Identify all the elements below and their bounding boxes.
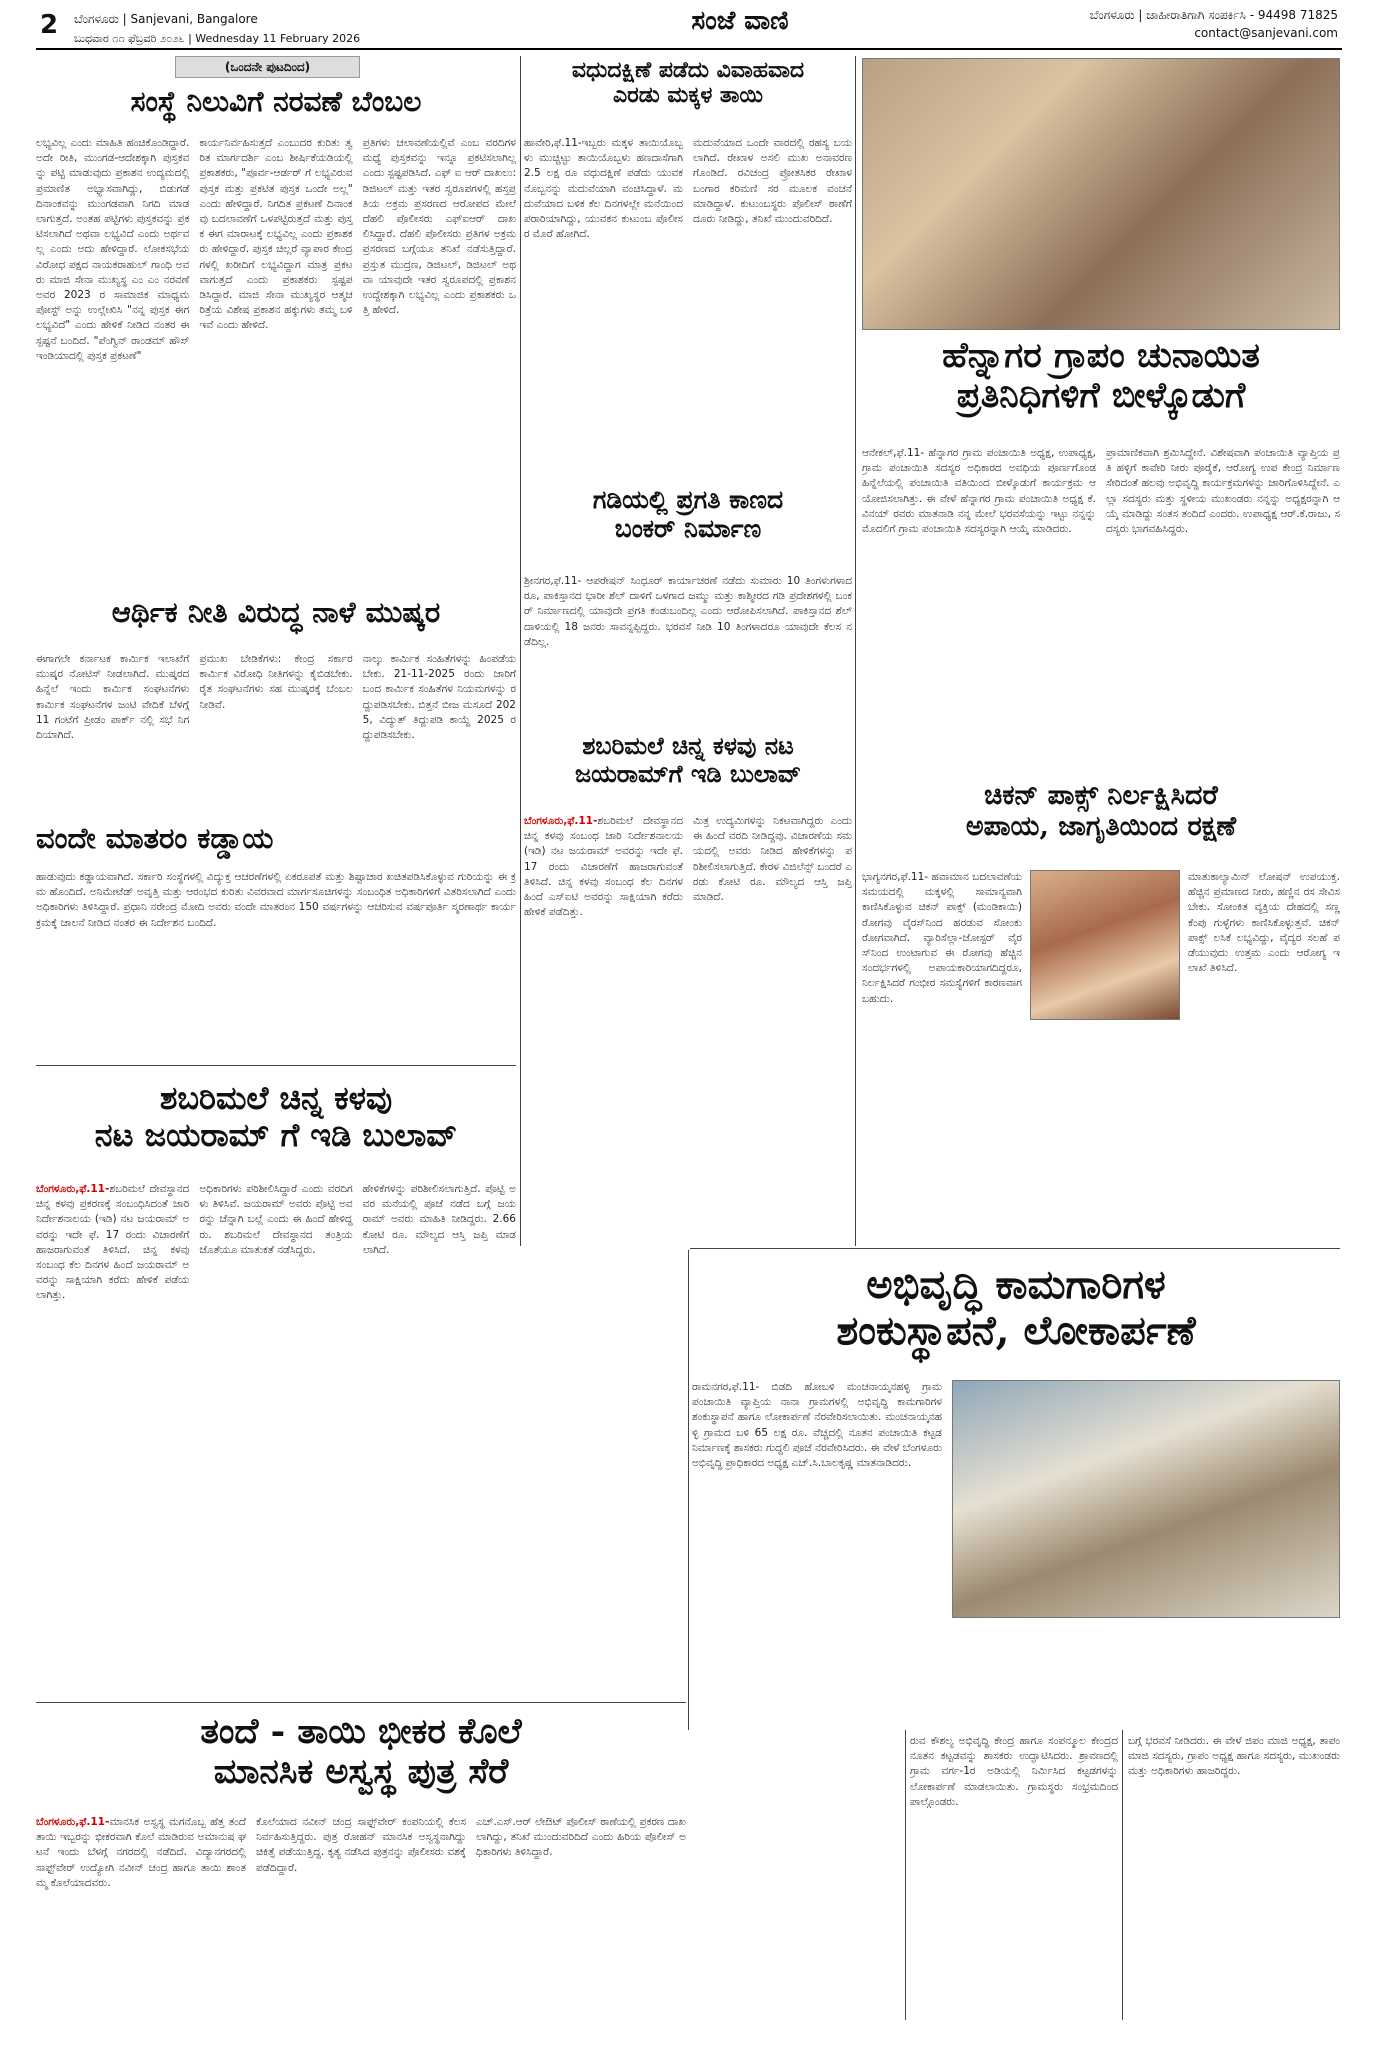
column-rule	[855, 56, 856, 1246]
a8-col-2: ಪ್ರಾಮಾಣಿಕವಾಗಿ ಶ್ರಮಿಸಿದ್ದೇನೆ. ವಿಶೇಷವಾಗಿ ಪಂಚಾಯಿತಿ ವ್ಯಾಪ್ತಿಯ ಪ್ರತಿ ಹಳ್ಳಿಗೆ ಕಾವೇರಿ ನೀರು ಪೂರೈಕೆ, ಆರೋಗ್ಯ ಉಪ ಕೇಂದ್ರ ನಿರ್ಮಾಣ ಸೇರಿದಂತೆ ಹಲವು ಅಭಿವೃದ್ಧಿ ಕಾರ್ಯಕ್ರಮಗಳನ್ನು ಜಾರಿಗೊಳಿಸಿದ್ದೇನೆ. ಎಲ್ಲಾ ಸದಸ್ಯರು ಮತ್ತು ಸ್ಥಳೀಯ ಮುಖಂಡರು ನನ್ನನ್ನು ಅಧ್ಯಕ್ಷರನ್ನಾಗಿ ಆಯ್ಕೆ ಮಾಡಿದ್ದು ಸಂತಸ ತಂದಿದೆ ಎಂದರು. ಉಪಾಧ್ಯಕ್ಷ ಆರ್.ಕೆ.ರಾಜು, ಸದಸ್ಯರು ಭಾಗವಹಿಸಿದ್ದರು.	[1106, 447, 1340, 536]
a8-body	[862, 446, 1340, 764]
a5-headline: ವಧುದಕ್ಷಿಣೆ ಪಡೆದು ವಿವಾಹವಾದ ಎರಡು ಮಕ್ಕಳ ತಾಯಿ	[571, 58, 805, 109]
a6-body: ಶ್ರೀನಗರ,ಫೆ.11- ಆಪರೇಷನ್ ಸಿಂಧೂರ್ ಕಾರ್ಯಾಚರಣೆ ನಡೆದು ಸುಮಾರು 10 ತಿಂಗಳುಗಳಾದರೂ, ಪಾಕಿಸ್ತಾನದ ಭಾರೀ ಶೆಲ್ ದಾಳಿಗೆ ಒಳಗಾದ ಜಮ್ಮು ಮತ್ತು ಕಾಶ್ಮೀರದ ಗಡಿ ಪ್ರದೇಶಗಳಲ್ಲಿ ಬಂಕರ್ ನಿರ್ಮಾಣದಲ್ಲಿ ಯಾವುದೇ ಪ್ರಗತಿ ಕಂಡುಬಂದಿಲ್ಲ ಎಂದು ಆರೋಪಿಸಲಾಗಿದೆ. ಪಾಕಿಸ್ತಾನದ ಶೆಲ್ ದಾಳಿಯಲ್ಲಿ 18 ಜನರು ಸಾವನ್ನಪ್ಪಿದ್ದರು. ಭರವಸೆ ನೀಡಿ 10 ತಿಂಗಳಾದರೂ ಯಾವುದೇ ಕೆಲಸ ನಡೆದಿಲ್ಲ.	[524, 575, 852, 648]
header-left	[40, 8, 560, 48]
a2-col-3: ನಾಲ್ಕು ಕಾರ್ಮಿಕ ಸಂಹಿತೆಗಳನ್ನು ಹಿಂಪಡೆಯಬೇಕು. 21-11-2025 ರಂದು ಜಾರಿಗೆ ಬಂದ ಕಾರ್ಮಿಕ ಸಂಹಿತೆಗಳ ನಿಯಮಗಳನ್ನು ರದ್ದುಪಡಿಸಬೇಕು. ಬಿತ್ತನೆ ಬೀಜ ಮಸೂದೆ 2025, ವಿದ್ಯುತ್ ತಿದ್ದುಪಡಿ ಕಾಯ್ದೆ 2025 ರದ್ದುಪಡಿಸಬೇಕು.	[362, 653, 516, 742]
edition-line: ಬೆಂಗಳೂರು | ಜಾಹೀರಾತಿಗಾಗಿ ಸಂಪರ್ಕಿಸಿ - 94498 71825	[1089, 8, 1338, 22]
a9-headline: ಚಿಕನ್ ಪಾಕ್ಸ್ ನಿರ್ಲಕ್ಷಿಸಿದರೆ ಅಪಾಯ, ಜಾಗೃತಿಯಿಂದ ರಕ್ಷಣೆ	[965, 780, 1237, 843]
a11-headline: ತಂದೆ - ತಾಯಿ ಭೀಕರ ಕೊಲೆ ಮಾನಸಿಕ ಅಸ್ವಸ್ಥ ಪುತ್ರ ಸೆರೆ	[200, 1712, 522, 1793]
section-rule	[36, 1065, 516, 1066]
section-rule	[690, 1248, 1340, 1249]
a7-dateline: ಬೆಂಗಳೂರು,ಫೆ.11-	[524, 815, 598, 827]
a8-col-1: ಆನೇಕಲ್,ಫೆ.11- ಹೆನ್ನಾಗರ ಗ್ರಾಮ ಪಂಚಾಯಿತಿ ಅಧ್ಯಕ್ಷ, ಉಪಾಧ್ಯಕ್ಷ, ಗ್ರಾಮ ಪಂಚಾಯಿತಿ ಸದಸ್ಯರ ಅಧಿಕಾರದ ಅವಧಿಯ ಪೂರ್ಣಗೊಂಡ ಹಿನ್ನೆಲೆಯಲ್ಲಿ ಪಂಚಾಯಿತಿ ವತಿಯಿಂದ ಬೀಳ್ಕೊಡುಗೆ ಕಾರ್ಯಕ್ರಮ ಆಯೋಜಿಸಲಾಗಿತ್ತು. ಈ ವೇಳೆ ಹೆನ್ನಾಗರ ಗ್ರಾಮ ಪಂಚಾಯಿತಿ ಅಧ್ಯಕ್ಷ ಕೆ.ವಿನಯ್ ರವರು ಮಾತನಾಡಿ ನನ್ನ ಮೇಲೆ ಭರವಸೆಯನ್ನು ಇಟ್ಟು ನನ್ನನ್ನು ಮೊದಲಿಗೆ ಗ್ರಾಮ ಪಂಚಾಯಿತಿ ಸದಸ್ಯರನ್ನಾಗಿ ಆಯ್ಕೆ ಮಾಡಿದರು.	[862, 447, 1096, 536]
group-photo	[862, 58, 1340, 330]
a2-col-2: ಪ್ರಮುಖ ಬೇಡಿಕೆಗಳು: ಕೇಂದ್ರ ಸರ್ಕಾರ ಕಾರ್ಮಿಕ ವಿರೋಧಿ ನೀತಿಗಳನ್ನು ಕೈಬಿಡಬೇಕು. ರೈತ ಸಂಘಟನೆಗಳು ಸಹ ಮುಷ್ಕರಕ್ಕೆ ಬೆಂಬಲ ನೀಡಿವೆ.	[199, 653, 353, 711]
a4-dateline: ಬೆಂಗಳೂರು,ಫೆ.11-	[36, 1183, 110, 1195]
column-rule	[905, 1730, 906, 2020]
a11-col-1: ಬೆಂಗಳೂರು,ಫೆ.11-ಮಾನಸಿಕ ಅಸ್ವಸ್ಥ ಮಗನೊಬ್ಬ ಹೆತ್ತ ತಂದೆ ತಾಯಿ ಇಬ್ಬರನ್ನು ಭೀಕರವಾಗಿ ಕೊಲೆ ಮಾಡಿರುವ ಅಮಾನುಷ ಘಟನೆ ಇಂದು ಬೆಳಗ್ಗೆ ನಗರದಲ್ಲಿ ನಡೆದಿದೆ. ವಿದ್ಯಾನಗರದಲ್ಲಿ ಸಾಫ್ಟ್‌ವೇರ್ ಉದ್ಯೋಗಿ ನವೀನ್ ಚಂದ್ರ ಹಾಗೂ ತಾಯಿ ಶಾಂತಮ್ಮ ಕೊಲೆಯಾದವರು.	[36, 1816, 246, 1889]
a3-body: ಹಾಡುವುದು ಕಡ್ಡಾಯವಾಗಿದೆ. ಸರ್ಕಾರಿ ಸಂಸ್ಥೆಗಳಲ್ಲಿ ವಿದ್ಯುಕ್ತ ಆಚರಣೆಗಳಲ್ಲಿ ಏಕರೂಪತೆ ಮತ್ತು ಶಿಷ್ಟಾಚಾರ ಖಚಿತಪಡಿಸಿಕೊಳ್ಳುವ ಗುರಿಯನ್ನು ಈ ಕ್ರಮ ಹೊಂದಿದೆ. ಅನಿಮೇಟೆಡ್ ಅವೃತ್ತಿ ಮತ್ತು ಆರಂಭದ ಕುರಿತು ವಿವರವಾದ ಮಾರ್ಗಸೂಚಿಗಳನ್ನು ಸಂಬಂಧಿತ ಅಧಿಕಾರಿಗಳಿಗೆ ವಿತರಿಸಲಾಗಿದೆ ಎಂದು ಅಧಿಕಾರಿಗಳು ತಿಳಿಸಿದ್ದಾರೆ. ಪ್ರಧಾನಿ ನರೇಂದ್ರ ಮೋದಿ ಅವರು ವಂದೇ ಮಾತರಂನ 150 ವರ್ಷಗಳನ್ನು ಆಚರಿಸುವ ವರ್ಷಪೂರ್ತಿ ಸ್ಮರಣಾರ್ಥ ಕಾರ್ಯಕ್ರಮಕ್ಕೆ ಚಾಲನೆ ನೀಡಿದ ನಂತರ ಈ ನಿರ್ದೇಶನ ಬಂದಿದೆ.	[36, 871, 516, 929]
header-right	[960, 6, 1338, 46]
a5-body	[524, 136, 852, 476]
inauguration-photo	[952, 1380, 1340, 1618]
a10-col-1: ರಾಮನಗರ,ಫೆ.11- ಬಿಡದಿ ಹೋಬಳಿ ಮಂಚನಾಯ್ಕನಹಳ್ಳಿ ಗ್ರಾಮ ಪಂಚಾಯಿತಿ ವ್ಯಾಪ್ತಿಯ ನಾನಾ ಗ್ರಾಮಗಳಲ್ಲಿ ಅಭಿವೃದ್ಧಿ ಕಾಮಗಾರಿಗಳ ಶಂಕುಸ್ಥಾಪನೆ ಹಾಗೂ ಲೋಕಾರ್ಪಣೆ ನೆರವೇರಿಸಲಾಯಿತು. ಮಂಚನಾಯ್ಕನಹಳ್ಳಿ ಗ್ರಾಮದ ಬಳಿ 65 ಲಕ್ಷ ರೂ. ವೆಚ್ಚದಲ್ಲಿ ನೂತನ ಪಂಚಾಯಿತಿ ಕಟ್ಟಡ ನಿರ್ಮಾಣಕ್ಕೆ ಶಾಸಕರು ಗುದ್ದಲಿ ಪೂಜೆ ನೆರವೇರಿಸಿದರು. ಈ ವೇಳೆ ಬೆಂಗಳೂರು ಅಭಿವೃದ್ಧಿ ಪ್ರಾಧಿಕಾರದ ಅಧ್ಯಕ್ಷ ಎಚ್.ಸಿ.ಬಾಲಕೃಷ್ಣ ಮಾತನಾಡಿದರು.	[692, 1381, 942, 1470]
a5-col-1: ಹಾವೇರಿ,ಫೆ.11-ಇಬ್ಬರು ಮಕ್ಕಳ ತಾಯಿಯೊಬ್ಬಳು ಮುಚ್ಚಿಟ್ಟು ತಾಯಿಯೊಬ್ಬಳು ಹಣದಾಸೆಗಾಗಿ 2.5 ಲಕ್ಷ ರೂ ವಧುದಕ್ಷಿಣೆ ಪಡೆದು ಯುವಕನೊಬ್ಬನನ್ನು ಮದುವೆಯಾಗಿ ವಂಚಿಸಿದ್ದಾಳೆ. ಮದುವೆಯಾದ ಬಳಿಕ ಕೆಲ ದಿನಗಳಲ್ಲೇ ಮನೆಯಿಂದ ಪರಾರಿಯಾಗಿದ್ದು, ಯುವಕನ ಕುಟುಂಬ ಪೊಲೀಸರ ಮೊರೆ ಹೋಗಿದೆ.	[524, 137, 683, 241]
a7-headline: ಶಬರಿಮಲೆ ಚಿನ್ನ ಕಳವು ನಟ ಜಯರಾಮ್‌ಗೆ ಇಡಿ ಬುಲಾವ್	[574, 732, 802, 788]
a11-col-2: ಕೊಲೆಯಾದ ನವೀನ್ ಚಂದ್ರ ಸಾಫ್ಟ್‌ವೇರ್ ಕಂಪನಿಯಲ್ಲಿ ಕೆಲಸ ನಿರ್ವಹಿಸುತ್ತಿದ್ದರು. ಪುತ್ರ ರೋಹನ್ ಮಾನಸಿಕ ಅಸ್ವಸ್ಥನಾಗಿದ್ದು ಚಿಕಿತ್ಸೆ ಪಡೆಯುತ್ತಿದ್ದ. ಕೃತ್ಯ ನಡೆಸಿದ ಪುತ್ರನನ್ನು ಪೊಲೀಸರು ವಶಕ್ಕೆ ಪಡೆದಿದ್ದಾರೆ.	[256, 1816, 466, 1874]
a3-headline: ವಂದೇ ಮಾತರಂ ಕಡ್ಡಾಯ	[36, 822, 274, 855]
column-rule	[1122, 1730, 1123, 2020]
header-rule	[36, 48, 1342, 50]
a6-headline: ಗಡಿಯಲ್ಲಿ ಪ್ರಗತಿ ಕಾಣದ ಬಂಕರ್ ನಿರ್ಮಾಣ	[592, 486, 784, 543]
a1-col-3: ಪ್ರತಿಗಳು ಚಲಾವಣೆಯಲ್ಲಿವೆ ಎಂಬ ವರದಿಗಳ ಮಧ್ಯೆ ಪುಸ್ತಕವನ್ನು ಇನ್ನೂ ಪ್ರಕಟಿಸಲಾಗಿಲ್ಲ ಎಂದು ಸ್ಪಷ್ಟಪಡಿಸಿದೆ. ಎಫ್ ಐ ಆರ್ ದಾಖಲು: ಡಿಜಿಟಲ್ ಮತ್ತು ಇತರ ಸ್ವರೂಪಗಳಲ್ಲಿ ಹಸ್ತಪ್ರತಿಯ ಅಕ್ರಮ ಪ್ರಸರಣದ ಆರೋಪದ ಮೇಲೆ ದೆಹಲಿ ಪೊಲೀಸರು ಎಫ್‌ಐಆರ್ ದಾಖಲಿಸಿದ್ದಾರೆ. ದೆಹಲಿ ಪೊಲೀಸರು ಪ್ರತಿಗಳ ಅಕ್ರಮ ಪ್ರಸರಣದ ಬಗ್ಗೆಯೂ ತನಿಖೆ ನಡೆಸುತ್ತಿದ್ದಾರೆ. ಪ್ರಸ್ತುತ ಮುದ್ರಣ, ಡಿಜಿಟಲ್, ಡಿಜಿಟಲ್ ಅಥವಾ ಯಾವುದೇ ಇತರ ಸ್ವರೂಪದಲ್ಲಿ ಪ್ರಕಾಶನ ಉದ್ದೇಶಕ್ಕಾಗಿ ಲಭ್ಯವಿಲ್ಲ ಎಂದು ಪ್ರಕಾಶಕರು ಒತ್ತಿ ಹೇಳಿದೆ.	[362, 137, 516, 317]
a2-col-1: ಈಗಾಗಲೇ ಕರ್ನಾಟಕ ಕಾರ್ಮಿಕ ಇಲಾಖೆಗೆ ಮುಷ್ಕರ ನೋಟಿಸ್ ನೀಡಲಾಗಿದೆ. ಮುಷ್ಕರದ ಹಿನ್ನೆಲೆ ಇಂದು ಕಾರ್ಮಿಕ ಸಂಘಟನೆಗಳು ಕಾರ್ಮಿಕ ಸಂಘಟನೆಗಳ ಜಂಟಿ ವೇದಿಕೆ ಬೆಳಗ್ಗೆ 11 ಗಂಟೆಗೆ ಪ್ರೀಡಂ ಪಾರ್ಕ್ ನಲ್ಲಿ ಸಭೆ ನಿಗದಿಯಾಗಿದೆ.	[36, 653, 190, 742]
header-date: ಬುಧವಾರ ೧೧ ಫೆಬ್ರವರಿ ೨೦೨೬ | Wednesday 11 February 2026	[74, 32, 361, 45]
a1-col-1: ಲಭ್ಯವಿಲ್ಲ ಎಂದು ಮಾಹಿತಿ ಹಂಚಿಕೊಂಡಿದ್ದಾರೆ. ಅದೇ ರೀತಿ, ಮುಂಗಡ-ಆದೇಶಕ್ಕಾಗಿ ಪುಸ್ತಕವನ್ನು ಪಟ್ಟಿ ಮಾಡುವುದು ಪ್ರಕಾಶನ ಉದ್ಯಮದಲ್ಲಿ ಪ್ರಮಾಣಿತ ಅಭ್ಯಾಸವಾಗಿದ್ದು, ಬಿಡುಗಡೆ ದಿನಾಂಕವನ್ನು ಮುಂಗಡವಾಗಿ ನಿಗದಿ ಮಾಡಲಾಗುತ್ತದೆ. ಅಂತಹ ಪಟ್ಟಿಗಳು ಪುಸ್ತಕವನ್ನು ಪ್ರಕಟಿಸಲಾಗಿದೆ ಅಥವಾ ಲಭ್ಯವಿದೆ ಎಂದು ಅರ್ಥವಲ್ಲ ಎಂದು ಅದು ಹೇಳಿದ್ದಾರೆ. ಲೋಕಸಭೆಯ ವಿರೋಧ ಪಕ್ಷದ ನಾಯಕರಾಹುಲ್ ಗಾಂಧಿ ಅವರು ಮಾಜಿ ಸೇನಾ ಮುಖ್ಯಸ್ಥ ಎಂ ಎಂ ನರವಣೆ ಅವರ 2023 ರ ಸಾಮಾಜಿಕ ಮಾಧ್ಯಮ ಪೋಸ್ಟ್ ಅನ್ನು ಉಲ್ಲೇಖಿಸಿ "ನನ್ನ ಪುಸ್ತಕ ಈಗ ಲಭ್ಯವಿದೆ" ಎಂದು ಹೇಳಿಕೆ ನೀಡಿದ ನಂತರ ಈ ಸ್ಪಷ್ಟನೆ ಬಂದಿದೆ. "ಪೆಂಗ್ವಿನ್ ರಾಂಡಮ್ ಹೌಸ್ ಇಂಡಿಯಾದಲ್ಲಿ ಪುಸ್ತಕ ಪ್ರಕಟಣೆ"	[36, 137, 190, 362]
child-photo	[1030, 870, 1180, 1020]
a9-col-2: ಮಾತುಕಾಲ್ಯಾಮಿನ್ ಲೋಷನ್ ಉಪಯುಕ್ತ. ಹೆಚ್ಚಿನ ಪ್ರಮಾಣದ ನೀರು, ಹಣ್ಣಿನ ರಸ ಸೇವಿಸಬೇಕು. ಸೋಂಕಿತ ವ್ಯಕ್ತಿಯ ದೇಹದಲ್ಲಿ ಸಣ್ಣ ಕೆಂಪು ಗುಳ್ಳೆಗಳು ಕಾಣಿಸಿಕೊಳ್ಳುತ್ತವೆ. ಚಿಕನ್ ಪಾಕ್ಸ್ ಲಸಿಕೆ ಲಭ್ಯವಿದ್ದು, ವೈದ್ಯರ ಸಲಹೆ ಪಡೆಯುವುದು ಉತ್ತಮ ಎಂದು ಆರೋಗ್ಯ ಇಲಾಖೆ ತಿಳಿಸಿದೆ.	[1188, 871, 1340, 975]
header-city-publication: ಬೆಂಗಳೂರು | Sanjevani, Bangalore	[74, 12, 258, 26]
masthead: ಸಂಜೆ ವಾಣಿ	[691, 6, 789, 36]
column-rule	[520, 56, 521, 1246]
a7-body	[524, 814, 852, 1244]
a4-col-3: ಹೇಳಿಕೆಗಳನ್ನು ಪರಿಶೀಲಿಸಲಾಗುತ್ತಿದೆ. ಪೊಟ್ಟಿ ಅವರ ಮನೆಯಲ್ಲಿ ಪೂಜೆ ನಡೆದ ಬಗ್ಗೆ ಜಯರಾಮ್ ಅವರು ಮಾಹಿತಿ ನೀಡಿದ್ದರು. 2.66 ಕೋಟಿ ರೂ. ಮೌಲ್ಯದ ಆಸ್ತಿ ಜಪ್ತಿ ಮಾಡಲಾಗಿದೆ.	[362, 1183, 516, 1256]
a11-col-3: ಎಚ್.ಎಸ್.ಆರ್ ಲೇಔಟ್ ಪೊಲೀಸ್ ಠಾಣೆಯಲ್ಲಿ ಪ್ರಕರಣ ದಾಖಲಾಗಿದ್ದು, ತನಿಖೆ ಮುಂದುವರಿದಿದೆ ಎಂದು ಹಿರಿಯ ಪೊಲೀಸ್ ಅಧಿಕಾರಿಗಳು ತಿಳಿಸಿದ್ದಾರೆ.	[476, 1816, 686, 1859]
a10-headline: ಅಭಿವೃದ್ಧಿ ಕಾಮಗಾರಿಗಳ ಶಂಕುಸ್ಥಾಪನೆ, ಲೋಕಾರ್ಪಣೆ	[836, 1262, 1196, 1354]
a4-headline: ಶಬರಿಮಲೆ ಚಿನ್ನ ಕಳವು ನಟ ಜಯರಾಮ್ ಗೆ ಇಡಿ ಬುಲಾವ್	[94, 1080, 458, 1154]
a4-body	[36, 1182, 516, 1694]
a4-col-2: ಅಧಿಕಾರಿಗಳು ಪರಿಶೀಲಿಸಿದ್ದಾರೆ ಎಂದು ವರದಿಗಳು ತಿಳಿಸಿವೆ. ಜಯರಾಮ್ ಅವರು ಪೊಟ್ಟಿ ಅವರನ್ನು ಚೆನ್ನಾಗಿ ಬಲ್ಲೆ ಎಂದು ಈ ಹಿಂದೆ ಹೇಳಿದ್ದರು. ಶಬರಿಮಲೆ ದೇವಸ್ಥಾನದ ತಂತ್ರಿಯ ಜೊತೆಯೂ ಮಾತುಕತೆ ನಡೆಸಿದ್ದರು.	[199, 1183, 353, 1256]
continued-kicker: (ಒಂದನೇ ಪುಟದಿಂದ)	[175, 56, 360, 78]
a11-dateline: ಬೆಂಗಳೂರು,ಫೆ.11-	[36, 1816, 110, 1828]
column-rule	[688, 1250, 689, 1730]
a9-col-1: ಭಾಗ್ಯನಗರ,ಫೆ.11- ಹವಾಮಾನ ಬದಲಾವಣೆಯ ಸಮಯದಲ್ಲಿ ಮಕ್ಕಳಲ್ಲಿ ಸಾಮಾನ್ಯವಾಗಿ ಕಾಣಿಸಿಕೊಳ್ಳುವ ಚಿಕನ್ ಪಾಕ್ಸ್ (ಮಂಡಿಕಾಯಿ) ರೋಗವು ವೈರಸ್‌ನಿಂದ ಹರಡುವ ಸೋಂಕು ರೋಗವಾಗಿದೆ. ವ್ಯಾರಿಸೆಲ್ಲಾ-ಜೋಸ್ಟರ್ ವೈರಸ್‌ನಿಂದ ಉಂಟಾಗುವ ಈ ರೋಗವು ಹೆಚ್ಚಿನ ಸಂದರ್ಭಗಳಲ್ಲಿ ಅಪಾಯಕಾರಿಯಾಗದಿದ್ದರೂ, ನಿರ್ಲಕ್ಷಿಸಿದರೆ ಗಂಭೀರ ಸಮಸ್ಯೆಗಳಿಗೆ ಕಾರಣವಾಗಬಹುದು.	[862, 871, 1022, 1005]
page-number: 2	[40, 10, 59, 40]
a11-body	[36, 1815, 686, 2025]
a10-col-3: ಬಗ್ಗೆ ಭರವಸೆ ನೀಡಿದರು. ಈ ವೇಳೆ ಜಿಪಂ ಮಾಜಿ ಅಧ್ಯಕ್ಷ, ತಾಪಂ ಮಾಜಿ ಸದಸ್ಯರು, ಗ್ರಾಪಂ ಅಧ್ಯಕ್ಷ ಹಾಗೂ ಸದಸ್ಯರು, ಮುಖಂಡರು ಮತ್ತು ಅಧಿಕಾರಿಗಳು ಹಾಜರಿದ್ದರು.	[1128, 1735, 1340, 1778]
a1-body	[36, 136, 516, 566]
a10-col-2: ರುವ ಕೌಶಲ್ಯ ಅಭಿವೃದ್ಧಿ ಕೇಂದ್ರ ಹಾಗೂ ಸಂಪನ್ಮೂಲ ಕೇಂದ್ರದ ನೂತನ ಕಟ್ಟಡವನ್ನು ಶಾಸಕರು ಉದ್ಘಾಟಿಸಿದರು. ಶ್ರಾವಣದಲ್ಲಿ ಗ್ರಾಮ ವರ್ಗ-1ರ ಅಡಿಯಲ್ಲಿ ನಿರ್ಮಿಸಿದ ಕಟ್ಟಡಗಳನ್ನು ಲೋಕಾರ್ಪಣೆ ಮಾಡಲಾಯಿತು. ಗ್ರಾಮಸ್ಥರು ಸಂಭ್ರಮದಿಂದ ಪಾಲ್ಗೊಂಡರು.	[910, 1735, 1118, 1808]
a1-headline: ಸಂಸ್ಥೆ ನಿಲುವಿಗೆ ನರವಣೆ ಬೆಂಬಲ	[130, 86, 422, 118]
a7-col-2: ಮಿತ್ರ ಉದ್ಯಮಿಗಳನ್ನು ನಿಕಟವಾಗಿದ್ದರು ಎಂದು ಈ ಹಿಂದೆ ವರದಿ ನೀಡಿದ್ದವು. ವಿಚಾರಣೆಯ ಸಮಯದಲ್ಲಿ ಅವರು ನೀಡಿದ ಹೇಳಿಕೆಗಳನ್ನು ಪರಿಶೀಲಿಸಲಾಗುತ್ತಿದೆ. ಕೇರಳ ವಿಜಿಲೆನ್ಸ್ ಬಂದರೆ ಎರಡು ಕೋಟಿ ರೂ. ಮೌಲ್ಯದ ಆಸ್ತಿ ಜಪ್ತಿ ಮಾಡಿದೆ.	[693, 815, 852, 904]
a5-col-2: ಮದುವೆಯಾದ ಒಂದೇ ವಾರದಲ್ಲಿ ರಹಸ್ಯ ಬಯಲಾಗಿದೆ. ರೇಖಾಳ ಅಸಲಿ ಮುಖ ಅನಾವರಣಗೊಂಡಿದೆ. ರವಿಚಂದ್ರ ಪ್ರೋತಸಿಕರ ರೇಖಾಳ ಬಂಗಾರ ಕರಿಮಣಿ ಸರ ಮೂಲಕ ವಂಚನೆ ಮಾಡಿದ್ದಾಳೆ. ಕುಟುಂಬಸ್ಥರು ಪೊಲೀಸ್ ಠಾಣೆಗೆ ದೂರು ನೀಡಿದ್ದು, ತನಿಖೆ ಮುಂದುವರಿದಿದೆ.	[693, 137, 852, 226]
a4-col-1: ಬೆಂಗಳೂರು,ಫೆ.11-ಶಬರಿಮಲೆ ದೇವಸ್ಥಾನದ ಚಿನ್ನ ಕಳವು ಪ್ರಕರಣಕ್ಕೆ ಸಂಬಂಧಿಸಿದಂತೆ ಜಾರಿ ನಿರ್ದೇಶನಾಲಯ (ಇಡಿ) ನಟ ಜಯರಾಮ್ ಅವರನ್ನು ಇದೇ ಫೆ. 17 ರಂದು ವಿಚಾರಣೆಗೆ ಹಾಜರಾಗುವಂತೆ ತಿಳಿಸಿದೆ. ಚಿನ್ನ ಕಳವು ಸಂಬಂಧ ಕೆಲ ದಿನಗಳ ಹಿಂದೆ ಜಯರಾಮ್ ಅವರನ್ನು ಸಾಕ್ಷಿಯಾಗಿ ಕರೆದು ಹೇಳಿಕೆ ಪಡೆಯಲಾಗಿತ್ತು.	[36, 1183, 190, 1302]
a7-col-1: ಬೆಂಗಳೂರು,ಫೆ.11-ಶಬರಿಮಲೆ ದೇವಸ್ಥಾನದ ಚಿನ್ನ ಕಳವು ಸಂಬಂಧ ಜಾರಿ ನಿರ್ದೇಶನಾಲಯ (ಇಡಿ) ನಟ ಜಯರಾಮ್ ಅವರನ್ನು ಇದೇ ಫೆ. 17 ರಂದು ವಿಚಾರಣೆಗೆ ಹಾಜರಾಗುವಂತೆ ತಿಳಿಸಿದೆ. ಚಿನ್ನ ಕಳವು ಸಂಬಂಧ ಕೆಲ ದಿನಗಳ ಹಿಂದೆ ಎಸ್‌ಐಟಿ ಅವರನ್ನು ಸಾಕ್ಷಿಯಾಗಿ ಕರೆದು ಹೇಳಿಕೆ ಪಡೆದಿತ್ತು.	[524, 815, 683, 919]
a2-body	[36, 652, 516, 822]
a1-col-2: ಕಾರ್ಯನಿರ್ವಹಿಸುತ್ತದೆ ಎಂಬುದರ ಕುರಿತು ತ್ವರಿತ ಮಾರ್ಗದರ್ಶಿ ಎಂಬ ಶೀರ್ಷಿಕೆಯಡಿಯಲ್ಲಿ ಪ್ರಕಾಶಕರು, "ಪೂರ್ವ-ಆರ್ಡರ್ ಗೆ ಲಭ್ಯವಿರುವ ಪುಸ್ತಕ ಮತ್ತು ಪ್ರಕಟಿತ ಪುಸ್ತಕ ಒಂದೇ ಅಲ್ಲ" ಎಂದು ಹೇಳಿದ್ದಾರೆ. ನಿಗದಿತ ಪ್ರಕಟಣೆ ದಿನಾಂಕವು ಬದಲಾವಣೆಗೆ ಒಳಪಟ್ಟಿರುತ್ತದೆ ಮತ್ತು ಪುಸ್ತಕ ಈಗ ಮಾರಾಟಕ್ಕೆ ಲಭ್ಯವಿಲ್ಲ ಎಂದು ಪ್ರಕಾಶಕರು ಹೇಳಿದ್ದಾರೆ. ಪುಸ್ತಕ ಚಿಲ್ಲರೆ ವ್ಯಾಪಾರ ಕೇಂದ್ರಗಳಲ್ಲಿ ಖರೀದಿಗೆ ಲಭ್ಯವಿದ್ದಾಗ ಮಾತ್ರ ಪ್ರಕಟವಾಗುತ್ತದೆ ಎಂದು ಪ್ರಕಾಶಕರು ಸ್ಪಷ್ಟಪಡಿಸಿದ್ದಾರೆ. ಮಾಜಿ ಸೇನಾ ಮುಖ್ಯಸ್ಥರ ಆತ್ಮಚರಿತ್ರೆಯ ವಿಶೇಷ ಪ್ರಕಾಶನ ಹಕ್ಕುಗಳು ತಮ್ಮ ಬಳಿ ಇವೆ ಎಂದು ಹೇಳಿದೆ.	[199, 137, 353, 332]
contact-email[interactable]: contact@sanjevani.com	[1194, 26, 1338, 40]
a2-headline: ಆರ್ಥಿಕ ನೀತಿ ವಿರುದ್ಧ ನಾಳೆ ಮುಷ್ಕರ	[111, 596, 441, 629]
section-rule	[36, 1702, 686, 1703]
a8-headline: ಹೆನ್ನಾಗರ ಗ್ರಾಪಂ ಚುನಾಯಿತ ಪ್ರತಿನಿಧಿಗಳಿಗೆ ಬೀಳ್ಕೊಡುಗೆ	[942, 336, 1260, 417]
